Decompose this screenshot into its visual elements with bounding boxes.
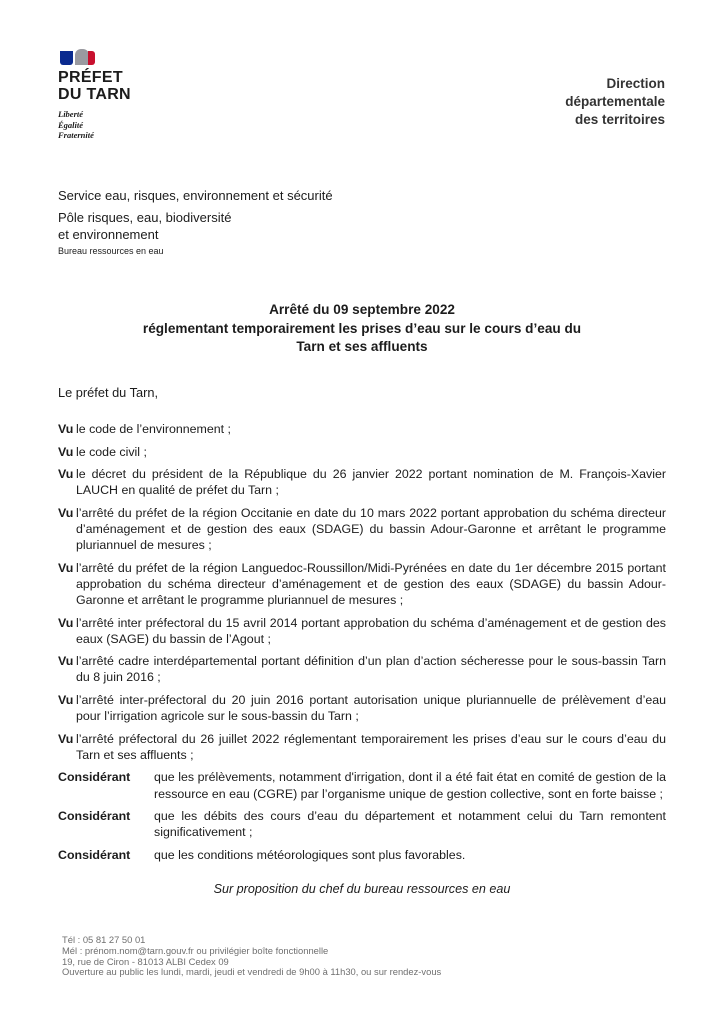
visa-lead: Vu <box>58 505 74 520</box>
visa-text: le décret du président de la République du 26 janvier 2022 portant nomination de M. François-Xavier LAUCH en qualité de préfet du Tarn ; <box>76 467 666 498</box>
title-line-3: Tarn et ses affluents <box>296 339 428 354</box>
footer-phone: Tél : 05 81 27 50 01 <box>62 934 146 945</box>
service-name: Service eau, risques, environnement et sécurité <box>58 188 333 203</box>
motto-egalite: Égalité <box>58 119 84 130</box>
visa-lead: Vu <box>58 560 74 575</box>
intro-line: Le préfet du Tarn, <box>58 385 159 400</box>
visa-text: l’arrêté du préfet de la région Languedoc-Roussillon/Midi-Pyrénées en date du 1er décembre 2015 portant approbation du schéma directeur d’aménagement et de gestion des eaux (SDAGE) du bassin Adour-Garonne et arrêtant le programme pluriannuel de mesures ; <box>76 560 666 608</box>
logo-title <box>58 69 131 103</box>
pole-name: Pôle risques, eau, biodiversité <box>58 209 232 225</box>
visa-item <box>58 421 666 437</box>
considerant-item <box>58 769 666 801</box>
visa-text: l’arrêté inter-préfectoral du 20 juin 2016 portant autorisation unique pluriannuelle de prélèvement d’eau pour l’irrigation agricole sur le sous-bassin du Tarn ; <box>76 692 666 724</box>
visa-lead: Vu <box>58 654 74 669</box>
pole-name-cont: et environnement <box>58 227 159 242</box>
considerant-text: que les conditions météorologiques sont plus favorables. <box>154 847 466 862</box>
visa-item <box>58 692 666 724</box>
footer-contact <box>62 935 441 978</box>
visa-lead: Vu <box>58 692 74 707</box>
direction-line-3: des territoires <box>574 112 665 127</box>
visa-item <box>58 466 666 498</box>
considerant-lead: Considérant <box>58 809 131 824</box>
considerant-lead: Considérant <box>58 770 131 785</box>
logo-line-2: DU TARN <box>58 86 131 103</box>
visa-lead: Vu <box>58 444 74 459</box>
visa-item <box>58 505 666 554</box>
visa-item <box>58 615 666 647</box>
visa-lead: Vu <box>58 467 74 481</box>
visa-item <box>58 653 666 685</box>
visa-item <box>58 444 666 460</box>
document-title <box>58 301 666 357</box>
visa-lead: Vu <box>58 731 74 746</box>
considerant-text: que les prélèvements, notamment d'irrigation, dont il a été fait état en comité de gestion de la ressource en eau (CGRE) par l’organisme unique de gestion collective, sont en forte baisse ; <box>154 770 666 801</box>
visa-text: l’arrêté préfectoral du 26 juillet 2022 réglementant temporairement les prises d’eau sur le cours d’eau du Tarn et ses affluents ; <box>76 731 666 762</box>
motto-fraternite: Fraternité <box>58 130 94 140</box>
title-line-2: réglementant temporairement les prises d’eau sur le cours d’eau du <box>142 320 582 336</box>
visa-text: l’arrêté inter préfectoral du 15 avril 2014 portant approbation du schéma d’aménagement et de gestion des eaux (SAGE) du bassin de l’Agout ; <box>76 615 666 646</box>
visa-lead: Vu <box>58 615 74 630</box>
visa-text: l’arrêté cadre interdépartemental portant définition d’un plan d’action sécheresse pour le sous-bassin Tarn du 8 juin 2016 ; <box>76 654 666 685</box>
direction-line-1: Direction <box>606 76 665 91</box>
title-line-1: Arrêté du 09 septembre 2022 <box>269 302 455 317</box>
considerant-lead: Considérant <box>58 847 131 862</box>
marianne-logo-icon <box>58 47 98 67</box>
visa-text: le code civil ; <box>76 444 147 459</box>
visa-lead: Vu <box>58 422 74 436</box>
logo-line-1: PRÉFET <box>58 69 123 86</box>
visa-text: l’arrêté du préfet de la région Occitanie en date du 10 mars 2022 portant approbation du schéma directeur d’aménagement et de gestion des eaux (SDAGE) du bassin Adour-Garonne et arrêtant le programme pluriannuel de mesures ; <box>76 505 666 553</box>
direction-header <box>565 75 665 129</box>
republic-motto <box>58 109 131 141</box>
proposal-line: Sur proposition du chef du bureau ressources en eau <box>213 882 511 896</box>
direction-line-2: départementale <box>565 94 665 109</box>
considerant-item <box>58 808 666 840</box>
footer-email: Mél : prénom.nom@tarn.gouv.fr ou privilégier boîte fonctionnelle <box>62 944 329 956</box>
considerant-text: que les débits des cours d’eau du département et notamment celui du Tarn remontent significativement ; <box>154 809 666 840</box>
footer-address: 19, rue de Ciron - 81013 ALBI Cedex 09 <box>62 955 229 967</box>
prefecture-logo <box>58 47 131 141</box>
motto-liberte: Liberté <box>58 109 84 119</box>
bureau-name: Bureau ressources en eau <box>58 245 164 256</box>
visa-text: le code de l’environnement ; <box>76 422 231 436</box>
considerant-item <box>58 847 666 863</box>
visa-item <box>58 560 666 609</box>
service-block <box>58 187 333 258</box>
visa-item <box>58 731 666 763</box>
footer-hours: Ouverture au public les lundi, mardi, jeudi et vendredi de 9h00 à 11h30, ou sur rendez-vous <box>62 966 442 978</box>
visa-list <box>58 421 666 869</box>
